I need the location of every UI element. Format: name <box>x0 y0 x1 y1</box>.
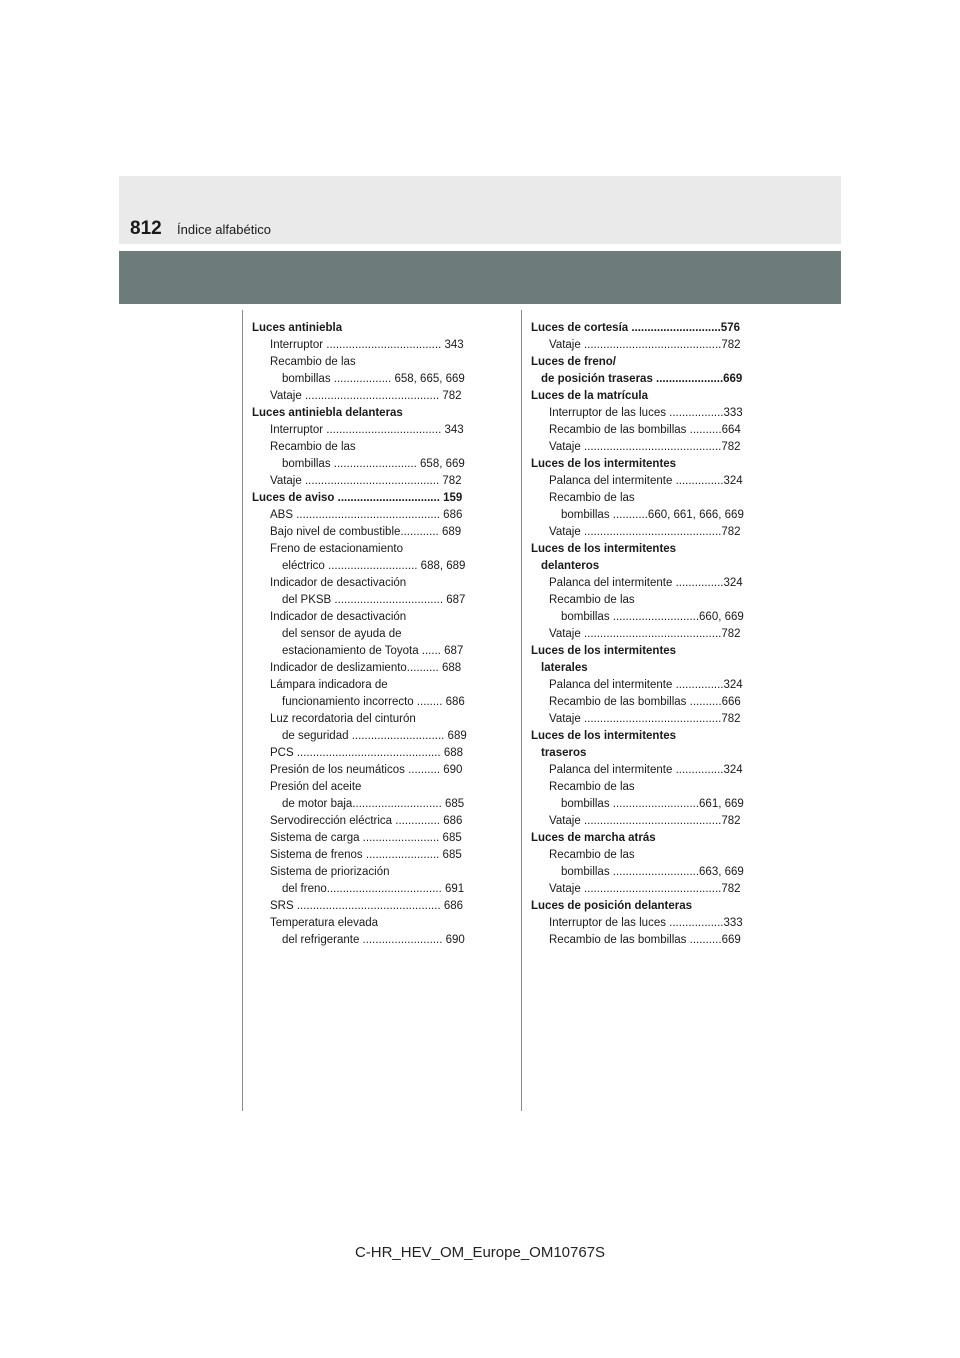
index-entry: Recambio de las <box>549 492 635 504</box>
index-entry: del refrigerante ......................... 690 <box>282 934 465 946</box>
index-entry: Vataje .......................................... 782 <box>270 390 462 402</box>
index-entry: Interruptor .................................... 343 <box>270 339 464 351</box>
index-entry-heading: traseros <box>541 747 587 759</box>
index-entry: Presión de los neumáticos .......... 690 <box>270 764 463 776</box>
index-entry: de seguridad ............................. 689 <box>282 730 467 742</box>
index-entry: Sistema de frenos ....................... 685 <box>270 849 462 861</box>
index-entry: Vataje ...........................................782 <box>549 628 741 640</box>
index-entry: de motor baja............................ 685 <box>282 798 465 810</box>
index-entry: Recambio de las <box>549 594 635 606</box>
index-entry: Recambio de las <box>270 356 356 368</box>
index-entry: funcionamiento incorrecto ........ 686 <box>282 696 465 708</box>
index-entry: Recambio de las <box>549 849 635 861</box>
index-entry-heading: Luces de los intermitentes <box>531 730 677 742</box>
index-column-right <box>531 320 751 949</box>
index-entry: Indicador de desactivación <box>270 577 407 589</box>
index-entry: bombillas ...........................663, 669 <box>561 866 744 878</box>
index-entry: Sistema de priorización <box>270 866 390 878</box>
index-entry: Presión del aceite <box>270 781 362 793</box>
index-entry: del PKSB .................................. 687 <box>282 594 466 606</box>
index-entry-heading: Luces de cortesía ............................576 <box>531 322 740 334</box>
index-column-left <box>252 320 472 949</box>
index-entry: Vataje ...........................................782 <box>549 883 741 895</box>
index-entry-heading: Luces de los intermitentes <box>531 645 677 657</box>
right-column-rule <box>521 310 522 1111</box>
document-footer: C-HR_HEV_OM_Europe_OM10767S <box>354 1244 606 1261</box>
index-entry: Vataje .......................................... 782 <box>270 475 462 487</box>
left-column-rule <box>242 310 243 1111</box>
index-entry: bombillas ...........................661, 669 <box>561 798 744 810</box>
page-number: 812 <box>130 218 162 239</box>
index-entry: Freno de estacionamiento <box>270 543 403 555</box>
index-entry: Recambio de las bombillas ..........666 <box>549 696 741 708</box>
index-entry-heading: Luces antiniebla delanteras <box>252 407 403 419</box>
index-entry: bombillas ...........660, 661, 666, 669 <box>561 509 744 521</box>
index-entry-heading: Luces de posición delanteras <box>531 900 693 912</box>
index-entry: Temperatura elevada <box>270 917 379 929</box>
index-entry: Servodirección eléctrica .............. 686 <box>270 815 463 827</box>
index-entry-heading: delanteros <box>541 560 600 572</box>
index-entry: Palanca del intermitente ...............324 <box>549 577 743 589</box>
index-entry: Interruptor .................................... 343 <box>270 424 464 436</box>
index-entry: Indicador de desactivación <box>270 611 407 623</box>
index-entry: Recambio de las bombillas ..........664 <box>549 424 741 436</box>
index-entry: bombillas .................. 658, 665, 669 <box>282 373 465 385</box>
index-entry: Indicador de deslizamiento.......... 688 <box>270 662 462 674</box>
index-entry: Palanca del intermitente ...............324 <box>549 679 743 691</box>
index-entry: eléctrico ............................ 688, 689 <box>282 560 466 572</box>
index-entry: Interruptor de las luces .................333 <box>549 407 743 419</box>
index-entry: Vataje ...........................................782 <box>549 526 741 538</box>
index-entry: Palanca del intermitente ...............324 <box>549 475 743 487</box>
index-entry: del freno.................................... 691 <box>282 883 465 895</box>
index-entry: Recambio de las bombillas ..........669 <box>549 934 741 946</box>
index-entry-heading: Luces de freno/ <box>531 356 616 368</box>
header-band <box>119 251 841 304</box>
section-title: Índice alfabético <box>177 222 271 237</box>
index-entry: SRS ............................................. 686 <box>270 900 464 912</box>
index-entry: PCS ............................................. 688 <box>270 747 464 759</box>
index-entry: estacionamiento de Toyota ...... 687 <box>282 645 464 657</box>
index-entry-heading: Luces de los intermitentes <box>531 543 677 555</box>
index-entry-heading: Luces de la matrícula <box>531 390 648 402</box>
index-entry: Recambio de las <box>270 441 356 453</box>
index-entry: Lámpara indicadora de <box>270 679 388 691</box>
index-entry: Sistema de carga ........................ 685 <box>270 832 462 844</box>
index-entry-heading: Luces de los intermitentes <box>531 458 677 470</box>
index-entry: Recambio de las <box>549 781 635 793</box>
index-entry-heading: Luces antiniebla <box>252 322 343 334</box>
index-entry: Palanca del intermitente ...............324 <box>549 764 743 776</box>
index-entry: Vataje ...........................................782 <box>549 339 741 351</box>
index-entry: Vataje ...........................................782 <box>549 815 741 827</box>
index-entry: Bajo nivel de combustible............ 689 <box>270 526 462 538</box>
index-entry: Interruptor de las luces .................333 <box>549 917 743 929</box>
index-entry: bombillas .......................... 658, 669 <box>282 458 465 470</box>
index-entry: Luz recordatoria del cinturón <box>270 713 416 725</box>
index-entry-heading: Luces de aviso ................................ 159 <box>252 492 463 504</box>
index-entry: Vataje ...........................................782 <box>549 713 741 725</box>
index-entry-heading: de posición traseras .....................669 <box>541 373 743 385</box>
index-entry: del sensor de ayuda de <box>282 628 402 640</box>
index-entry-heading: Luces de marcha atrás <box>531 832 656 844</box>
index-entry: ABS ............................................. 686 <box>270 509 463 521</box>
index-entry: Vataje ...........................................782 <box>549 441 741 453</box>
index-entry: bombillas ...........................660, 669 <box>561 611 744 623</box>
index-entry-heading: laterales <box>541 662 588 674</box>
